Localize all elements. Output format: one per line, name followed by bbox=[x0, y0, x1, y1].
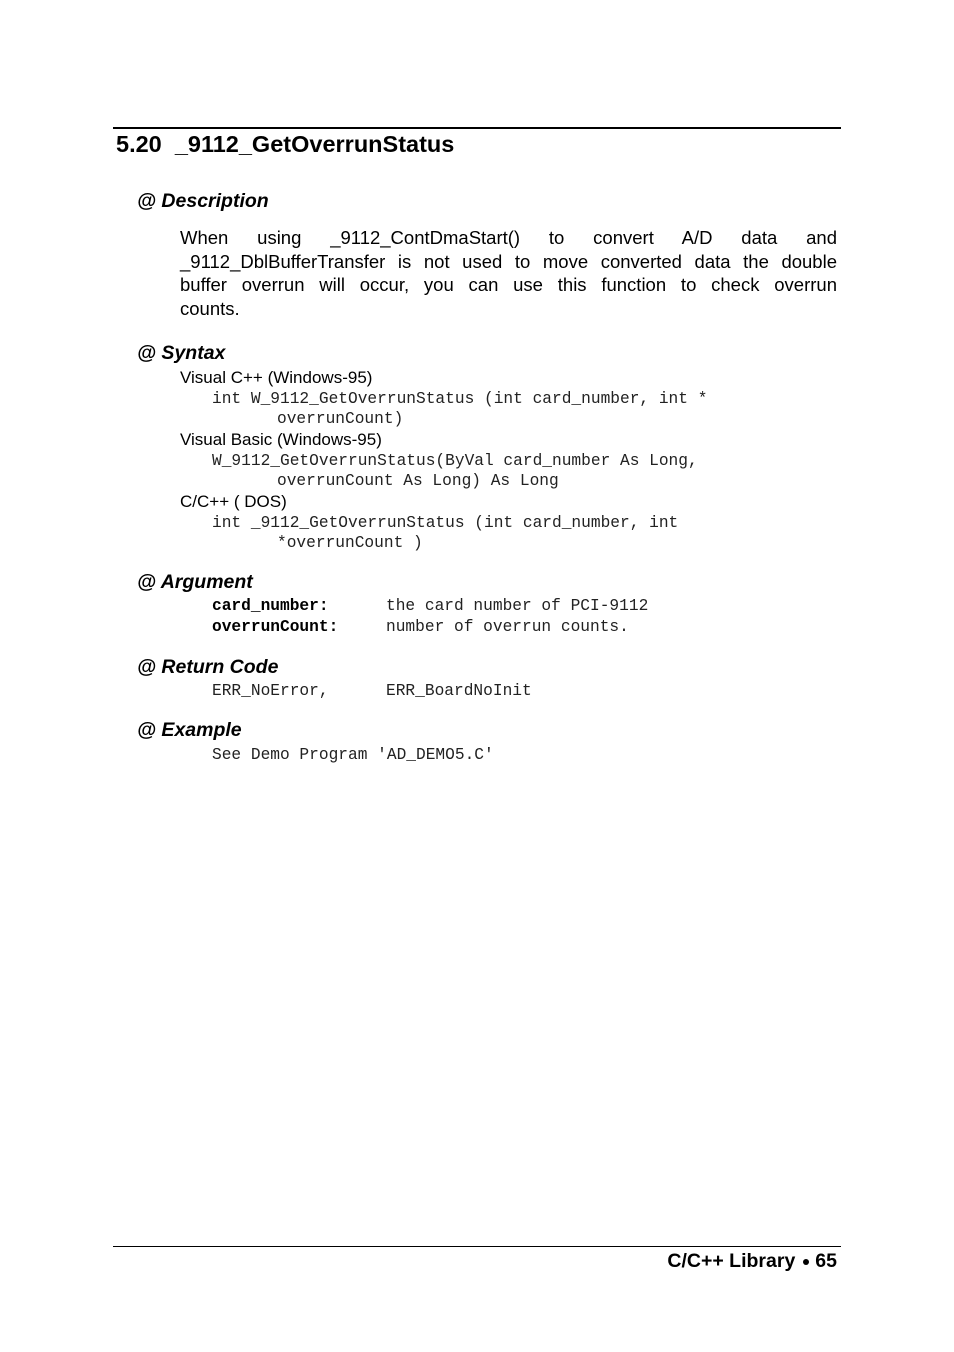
syntax-heading: @ Syntax bbox=[137, 342, 226, 364]
dos-code-line: *overrunCount ) bbox=[277, 534, 423, 552]
vc-label: Visual C++ (Windows-95) bbox=[180, 368, 373, 387]
return-code-heading: @ Return Code bbox=[137, 656, 279, 678]
argument-desc: number of overrun counts. bbox=[386, 618, 629, 636]
page-footer bbox=[667, 1250, 837, 1273]
dos-label: C/C++ ( DOS) bbox=[180, 492, 287, 511]
example-heading: @ Example bbox=[137, 719, 242, 741]
dos-code-line: int _9112_GetOverrunStatus (int card_number, int bbox=[212, 514, 679, 532]
example-text: See Demo Program 'AD_DEMO5.C' bbox=[212, 746, 494, 764]
return-code: ERR_NoError, bbox=[212, 682, 329, 700]
return-code: ERR_BoardNoInit bbox=[386, 682, 532, 700]
description-line: buffer overrun will occur, you can use this function to check overrun bbox=[180, 274, 837, 295]
section-name: _9112_GetOverrunStatus bbox=[174, 131, 455, 157]
bullet-icon bbox=[803, 1259, 809, 1265]
vb-label: Visual Basic (Windows-95) bbox=[180, 430, 382, 449]
vc-code-line: overrunCount) bbox=[277, 410, 404, 428]
section-title bbox=[116, 131, 454, 158]
footer-label: C/C++ Library bbox=[667, 1250, 796, 1272]
description-line: _9112_DblBufferTransfer is not used to move converted data the double bbox=[180, 250, 837, 272]
description-heading: @ Description bbox=[137, 190, 269, 212]
argument-desc: the card number of PCI-9112 bbox=[386, 597, 649, 615]
argument-name: card_number: bbox=[212, 597, 329, 615]
description-line: When using _9112_ContDmaStart() to convert A/D data and bbox=[180, 227, 837, 248]
page-number: 65 bbox=[815, 1250, 837, 1272]
vc-code-line: int W_9112_GetOverrunStatus (int card_number, int * bbox=[212, 390, 708, 408]
section-number: 5.20 bbox=[116, 131, 162, 157]
argument-name: overrunCount: bbox=[212, 618, 339, 636]
bottom-rule bbox=[113, 1246, 841, 1247]
description-text bbox=[180, 226, 837, 320]
top-rule bbox=[113, 127, 841, 129]
argument-heading: @ Argument bbox=[137, 571, 253, 593]
description-line: counts. bbox=[180, 297, 240, 319]
vb-code-line: overrunCount As Long) As Long bbox=[277, 472, 559, 490]
vb-code-line: W_9112_GetOverrunStatus(ByVal card_number As Long, bbox=[212, 452, 698, 470]
